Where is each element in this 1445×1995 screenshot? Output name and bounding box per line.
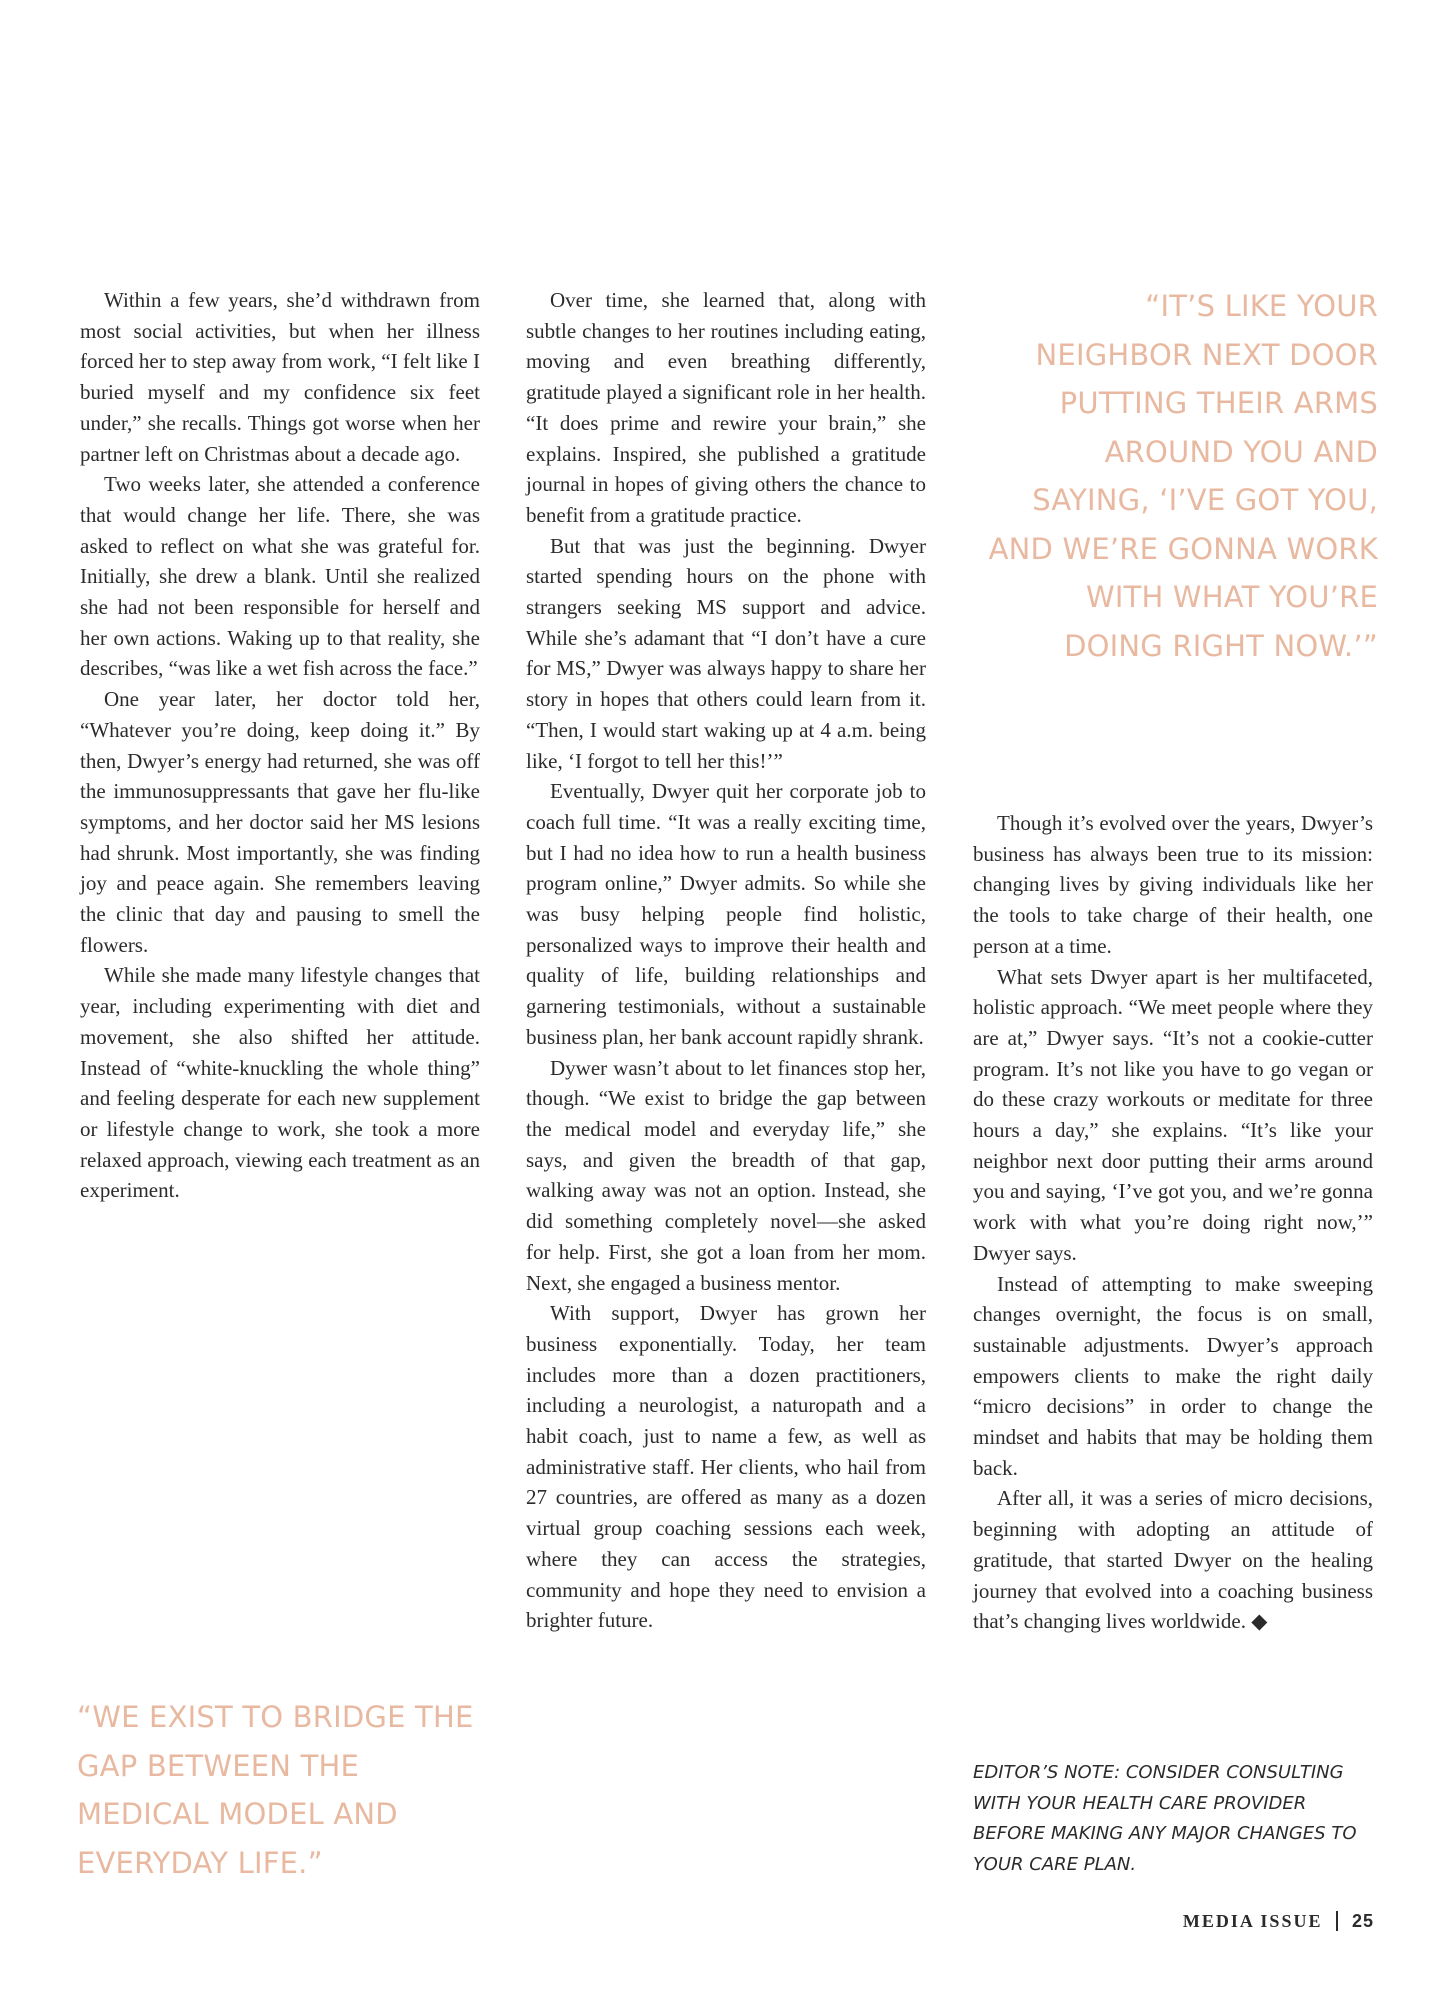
paragraph: But that was just the beginning. Dwyer started spending hours on the phone with strangers seeking MS support and advice. While she’s adamant that “I don’t have a cure for MS,” Dwyer was always happy to share her story in hopes that others could learn from it. “Then, I would start waking up at 4 a.m. being like, ‘I forgot to tell her this!’”: [526, 533, 926, 773]
page-number: 25: [1351, 1910, 1374, 1931]
paragraph: After all, it was a series of micro decisions, beginning with adopting an attitude of gratitude, that started Dwyer on the healing journey that evolved into a coaching business that’s changing lives worldwide. ◆: [973, 1486, 1373, 1634]
paragraph: Eventually, Dwyer quit her corporate job to coach full time. “It was a really exciting time, but I had no idea how to run a health business program online,” Dwyer admits. So while she was busy helping people find holistic, personalized ways to improve their health and quality of life, building relationships and garnering testimonials, without a sustainable business plan, her bank account rapidly shrank.: [526, 779, 926, 1049]
pull-quote-bottom: “WE EXIST TO BRIDGE THE GAP BETWEEN THE MEDICAL MODEL AND EVERYDAY LIFE.”: [77, 1700, 474, 1880]
issue-label: MEDIA ISSUE: [1182, 1910, 1323, 1931]
paragraph: While she made many lifestyle changes that year, including experimenting with diet and movement, she also shifted her attitude. Instead of “white-knuckling the whole thing” and feeling desperate for each new supplement or lifestyle change to work, she took a more relaxed approach, viewing each treatment as an experiment.: [80, 963, 480, 1203]
paragraph: Two weeks later, she attended a conference that would change her life. There, she was asked to reflect on what she was grateful for. Initially, she drew a blank. Until she realized she had not been responsible for herself and her own actions. Waking up to that reality, she describes, “was like a wet fish across the face.”: [80, 472, 480, 681]
editors-note: EDITOR’S NOTE: CONSIDER CONSULTING WITH YOUR HEALTH CARE PROVIDER BEFORE MAKING ANY MAJOR CHANGES TO YOUR CARE PLAN.: [973, 1762, 1357, 1875]
paragraph: Instead of attempting to make sweeping changes overnight, the focus is on small, sustainable adjustments. Dwyer’s approach empowers clients to make the right daily “micro decisions” in order to change the mindset and habits that may be holding them back.: [973, 1271, 1373, 1480]
paragraph: Within a few years, she’d withdrawn from most social activities, but when her illness forced her to step away from work, “I felt like I buried myself and my confidence six feet under,” she recalls. Things got worse when her partner left on Christmas about a decade ago.: [80, 288, 480, 466]
paragraph: With support, Dwyer has grown her business exponentially. Today, her team includes more than a dozen practitioners, including a neurologist, a naturopath and a habit coach, just to name a few, as well as administrative staff. Her clients, who hail from 27 countries, are offered as many as a dozen virtual group coaching sessions each week, where they can access the strategies, community and hope they need to envision a brighter future.: [526, 1301, 926, 1633]
paragraph: Though it’s evolved over the years, Dwyer’s business has always been true to its mission: changing lives by giving individuals like her the tools to take charge of their health, one person at a time.: [973, 811, 1373, 958]
article-column-middle: [526, 285, 926, 1636]
paragraph: Over time, she learned that, along with subtle changes to her routines including eating, moving and even breathing differently, gratitude played a significant role in her health. “It does prime and rewire your brain,” she explains. Inspired, she published a gratitude journal in hopes of giving others the chance to benefit from a gratitude practice.: [526, 288, 926, 527]
paragraph: What sets Dwyer apart is her multifaceted, holistic approach. “We meet people where they are at,” Dwyer says. “It’s not a cookie-cutter program. It’s not like you have to go vegan or do these crazy workouts or meditate for three hours a day,” she explains. “It’s like your neighbor next door putting their arms around you and saying, ‘I’ve got you, and we’re gonna work with what you’re doing right now,’” Dwyer says.: [973, 964, 1373, 1265]
folio: [1183, 1906, 1374, 1936]
paragraph: One year later, her doctor told her, “Whatever you’re doing, keep doing it.” By then, Dwyer’s energy had returned, she was off the immunosuppressants that gave her flu-like symptoms, and her doctor said her MS lesions had shrunk. Most importantly, she was finding joy and peace again. She remembers leaving the clinic that day and pausing to smell the flowers.: [80, 687, 480, 957]
folio-divider: [1336, 1911, 1338, 1931]
article-column-left: [80, 285, 480, 1206]
pull-quote-top: “IT’S LIKE YOUR NEIGHBOR NEXT DOOR PUTTING THEIR ARMS AROUND YOU AND SAYING, ‘I’VE GOT YOU, AND WE’RE GONNA WORK WITH WHAT YOU’RE DOING RIGHT NOW.’”: [988, 289, 1378, 663]
paragraph: Dywer wasn’t about to let finances stop her, though. “We exist to bridge the gap between the medical model and everyday life,” she says, and given the breadth of that gap, walking away was not an option. Instead, she did something completely novel—she asked for help. First, she got a loan from her mom. Next, she engaged a business mentor.: [526, 1055, 926, 1295]
article-column-right: [973, 808, 1373, 1637]
